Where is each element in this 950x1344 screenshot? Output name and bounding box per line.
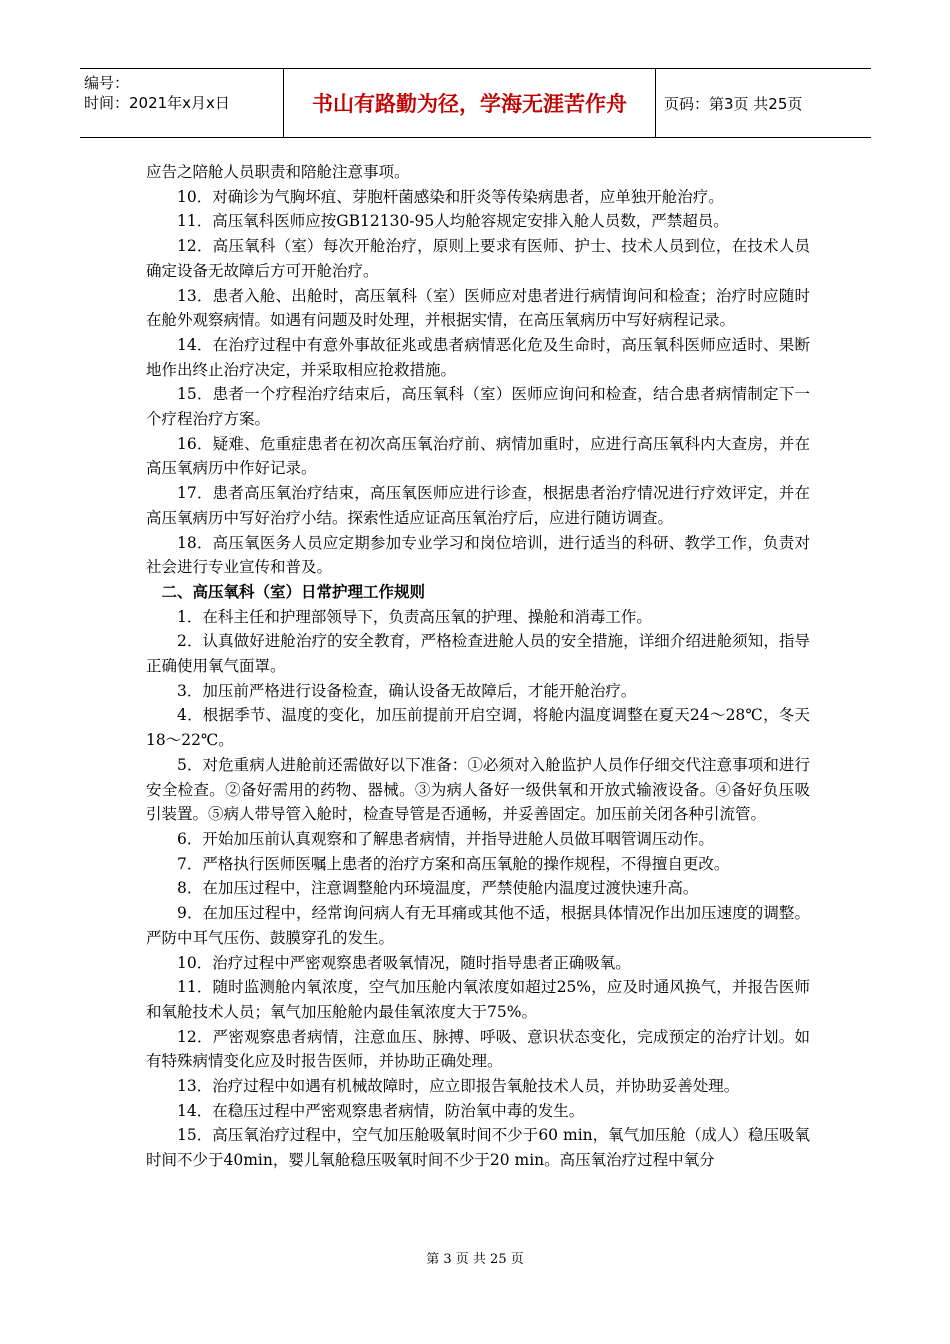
paragraph: 2．认真做好进舱治疗的安全教育，严格检查进舱人员的安全措施，详细介绍进舱须知，指导正确使用氧气面罩。 [146, 632, 810, 676]
paragraph: 16．疑难、危重症患者在初次高压氧治疗前、病情加重时，应进行高压氧科内大查房，并在高压氧病历中作好记录。 [146, 434, 810, 478]
paragraph: 10．治疗过程中严密观察患者吸氧情况，随时指导患者正确吸氧。 [177, 953, 631, 972]
paragraph: 10．对确诊为气胸坏疽、芽胞杆菌感染和肝炎等传染病患者，应单独开舱治疗。 [177, 187, 724, 206]
document-date: 时间：2021年x月x日 [84, 94, 230, 112]
paragraph: 13．患者入舱、出舱时，高压氧科（室）医师应对患者进行病情询问和检查；治疗时应随时在舱外观察病情。如遇有问题及时处理，并根据实情，在高压氧病历中写好病程记录。 [146, 286, 810, 330]
paragraph: 9．在加压过程中，经常询问病人有无耳痛或其他不适，根据具体情况作出加压速度的调整。严防中耳气压伤、鼓膜穿孔的发生。 [146, 904, 810, 947]
header-motto: 书山有路勤为径，学海无涯苦作舟 [284, 69, 656, 137]
paragraph: 5．对危重病人进舱前还需做好以下准备：①必须对入舱监护人员作仔细交代注意事项和进行安全检查。②备好需用的药物、器械。③为病人备好一级供氧和开放式输液设备。④备好负压吸引装置。⑤病人带导管入舱时，检查导管是否通畅，并妥善固定。加压前关闭各种引流管。 [146, 755, 810, 824]
paragraph: 14．在稳压过程中严密观察患者病情，防治氧中毒的发生。 [177, 1101, 585, 1120]
paragraph: 13．治疗过程中如遇有机械故障时，应立即报告氧舱技术人员，并协助妥善处理。 [177, 1077, 740, 1096]
paragraph: 4．根据季节、温度的变化，加压前提前开启空调，将舱内温度调整在夏天24～28℃，冬天18～22℃。 [146, 706, 810, 750]
paragraph: 11．随时监测舱内氧浓度，空气加压舱内氧浓度如超过25%，应及时通风换气，并报告医师和氧舱技术人员；氧气加压舱舱内最佳氧浓度大于75%。 [146, 978, 810, 1021]
paragraph: 3．加压前严格进行设备检查，确认设备无故障后，才能开舱治疗。 [177, 681, 637, 700]
paragraph: 15．患者一个疗程治疗结束后，高压氧科（室）医师应询问和检查，结合患者病情制定下一个疗程治疗方案。 [146, 385, 810, 429]
paragraph: 1．在科主任和护理部领导下，负责高压氧的护理、操舱和消毒工作。 [177, 607, 652, 626]
document-number-label: 编号： [84, 74, 130, 92]
paragraph: 6．开始加压前认真观察和了解患者病情，并指导进舱人员做耳咽管调压动作。 [177, 829, 714, 848]
paragraph: 12．严密观察患者病情，注意血压、脉搏、呼吸、意识状态变化，完成预定的治疗计划。如有特殊病情变化应及时报告医师，并协助正确处理。 [146, 1027, 810, 1071]
header-left [80, 69, 284, 137]
paragraph: 15．高压氧治疗过程中，空气加压舱吸氧时间不少于60 min，氧气加压舱（成人）稳压吸氧时间不少于40min，婴儿氧舱稳压吸氧时间不少于20 min。高压氧治疗过程中氧分 [146, 1126, 810, 1170]
paragraph: 14．在治疗过程中有意外事故征兆或患者病情恶化危及生命时，高压氧科医师应适时、果断地作出终止治疗决定，并采取相应抢救措施。 [146, 335, 810, 379]
paragraph: 17．患者高压氧治疗结束，高压氧医师应进行诊查，根据患者治疗情况进行疗效评定，并在高压氧病历中写好治疗小结。探索性适应证高压氧治疗后，应进行随访调查。 [146, 484, 810, 527]
paragraph: 12．高压氧科（室）每次开舱治疗，原则上要求有医师、护士、技术人员到位，在技术人员确定设备无故障后方可开舱治疗。 [146, 237, 810, 280]
paragraph: 8．在加压过程中，注意调整舱内环境温度，严禁使舱内温度过渡快速升高。 [177, 879, 699, 898]
section-heading: 二、高压氧科（室）日常护理工作规则 [161, 582, 426, 601]
paragraph: 应告之陪舱人员职责和陪舱注意事项。 [146, 163, 410, 181]
paragraph: 7．严格执行医师医嘱上患者的治疗方案和高压氧舱的操作规程，不得擅自更改。 [177, 854, 730, 873]
page-footer: 第 3 页 共 25 页 [426, 1252, 524, 1267]
paragraph: 11．高压氧科医师应按GB12130-95人均舱容规定安排入舱人员数，严禁超员。 [177, 212, 729, 231]
paragraph: 18．高压氧医务人员应定期参加专业学习和岗位培训，进行适当的科研、教学工作，负责对社会进行专业宣传和普及。 [146, 533, 810, 577]
page-header [80, 68, 871, 138]
document-body [146, 160, 810, 1173]
header-page-info: 页码：第3页 共25页 [664, 94, 803, 113]
